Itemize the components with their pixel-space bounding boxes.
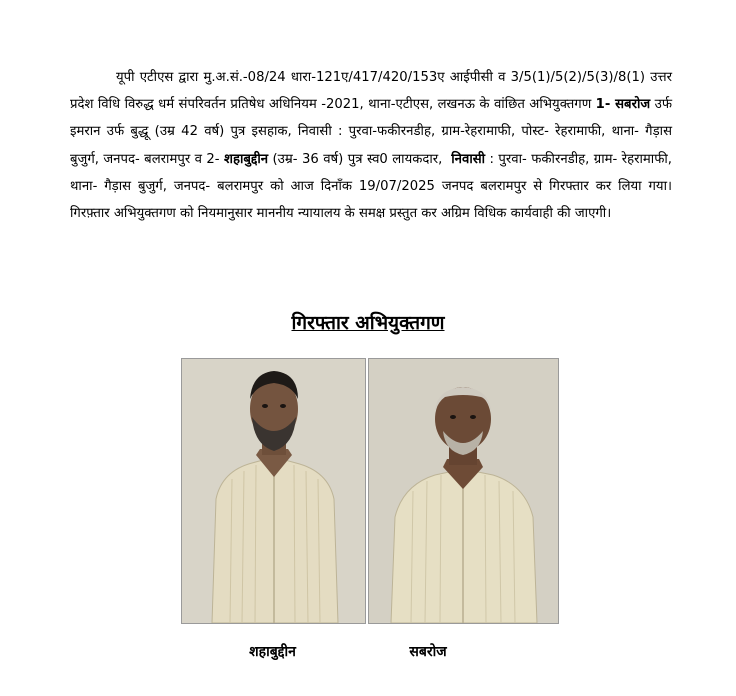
paragraph-text-4: : पुरवा- फकीरनडीह, ग्राम- रेहरामाफी, थाना- गैड़ास बुजुर्ग, जनपद- बलरामपुर को आज दिनाँक 19/07/2025 जनपद बलरामपुर से गिरफ्तार कर लिया गया। गिरफ़्तार अभियुक्तगण को नियमानुसार माननीय न्यायालय के समक्ष प्रस्तुत कर अग्रिम विधिक कार्यवाही की जाएगी।: [70, 151, 672, 222]
accused-name-2: शहाबुद्दीन: [224, 151, 269, 167]
section-heading: गिरफ्तार अभियुक्तगण: [291, 312, 445, 334]
photo-caption-shahabuddin: शहाबुद्दीन: [249, 644, 296, 660]
person-silhouette-2: [369, 359, 558, 623]
paragraph-text-1: यूपी एटीएस द्वारा मु.अ.सं.-08/24 धारा-121ए/417/420/153ए आईपीसी व 3/5(1)/5(2)/5(3)/8(1) उत्तर प्रदेश विधि विरुद्ध धर्म संपरिवर्तन प्रतिषेध अधिनियम -2021, थाना-एटीएस, लखनऊ के वांछित अभियुक्तगण: [70, 70, 672, 113]
accused-name-1: 1- सबरोज: [595, 97, 651, 113]
press-release-paragraph: [70, 64, 672, 227]
residence-label: निवासी: [451, 151, 486, 167]
paragraph-text-3: (उम्र- 36 वर्ष) पुत्र स्व0 लायकदार,: [272, 151, 443, 167]
photo-accused-shahabuddin: [181, 358, 366, 624]
person-silhouette-1: [182, 359, 365, 623]
photo-accused-sabroj: [368, 358, 559, 624]
paragraph-text-2: उर्फ इमरान उर्फ बुद्धू (उम्र 42 वर्ष) पुत्र इसहाक, निवासी : पुरवा-फकीरनडीह, ग्राम-रेहरामाफी, पोस्ट- रेहरामाफी, थाना- गैड़ास बुजुर्ग, जनपद- बलरामपुर व 2-: [70, 97, 672, 167]
photo-caption-sabroj: सबरोज: [409, 644, 447, 660]
